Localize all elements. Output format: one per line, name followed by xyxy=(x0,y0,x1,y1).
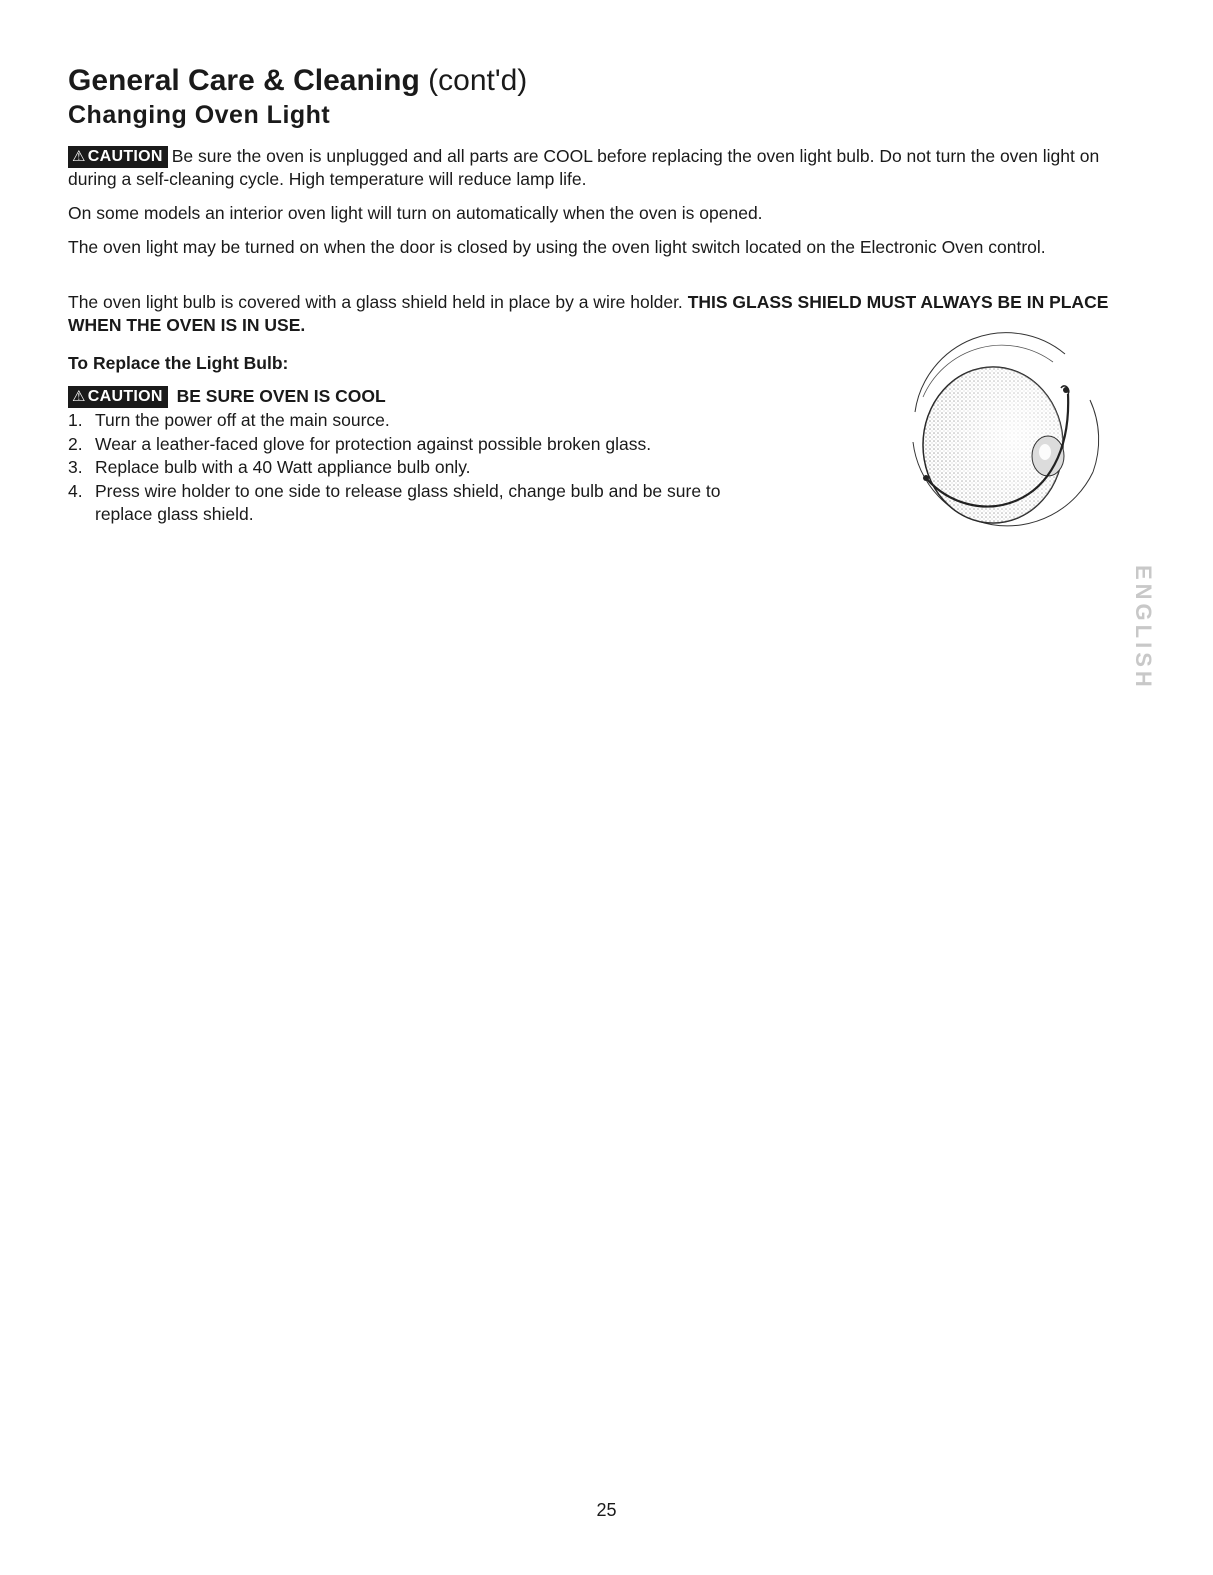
step-number: 3. xyxy=(68,457,83,477)
caution-badge xyxy=(68,386,168,408)
page-title xyxy=(68,64,527,98)
glass-shield-warning: THIS GLASS SHIELD MUST ALWAYS BE IN PLACE WHEN THE OVEN IS IN USE. xyxy=(68,292,1109,335)
cool-caution-text: BE SURE OVEN IS COOL xyxy=(176,386,386,406)
replace-bulb-heading: To Replace the Light Bulb: xyxy=(68,353,289,373)
step-text: Turn the power off at the main source. xyxy=(95,410,390,430)
step-text: Wear a leather-faced glove for protection against possible broken glass. xyxy=(95,433,652,454)
section-title: Changing Oven Light xyxy=(68,101,331,129)
step-number: 1. xyxy=(68,410,83,430)
page-number: 25 xyxy=(596,1500,617,1520)
replace-steps-list xyxy=(68,409,748,527)
language-tab xyxy=(1130,565,1160,695)
warning-triangle-icon: ⚠ xyxy=(72,148,86,165)
caution-badge xyxy=(68,146,168,168)
caution-badge-label: CAUTION xyxy=(87,148,163,165)
caution-paragraph xyxy=(68,145,1133,191)
caution-paragraph-text: Be sure the oven is unplugged and all parts are COOL before replacing the oven light bulb. Do not turn the oven light on during a self-cleaning cycle. High temperature will reduce lamp life. xyxy=(68,146,1100,189)
step-text: Replace bulb with a 40 Watt appliance bulb only. xyxy=(95,457,471,477)
light-switch-paragraph: The oven light may be turned on when the door is closed by using the oven light switch located on the Electronic Oven control. xyxy=(68,237,1046,257)
step-number: 4. xyxy=(68,480,83,501)
cool-caution xyxy=(68,384,386,408)
glass-shield-paragraph xyxy=(68,291,1133,337)
warning-triangle-icon: ⚠ xyxy=(72,388,86,405)
page-title-continued: (cont'd) xyxy=(428,64,528,97)
step-number: 2. xyxy=(68,433,83,454)
housing-outline xyxy=(1090,400,1099,472)
page-title-main: General Care & Cleaning xyxy=(68,64,420,97)
list-item xyxy=(68,433,748,457)
auto-light-paragraph: On some models an interior oven light will turn on automatically when the oven is opened. xyxy=(68,203,763,223)
list-item xyxy=(68,456,748,480)
language-tab-label: ENGLISH xyxy=(1131,565,1156,691)
list-item xyxy=(68,409,748,433)
oven-light-glass-shield-illustration xyxy=(893,332,1108,547)
list-item xyxy=(68,480,748,527)
step-text: Press wire holder to one side to release glass shield, change bulb and be sure to replace glass shield. xyxy=(95,480,721,524)
caution-badge-label: CAUTION xyxy=(87,388,163,405)
glass-shield-text: The oven light bulb is covered with a glass shield held in place by a wire holder. xyxy=(68,292,683,312)
